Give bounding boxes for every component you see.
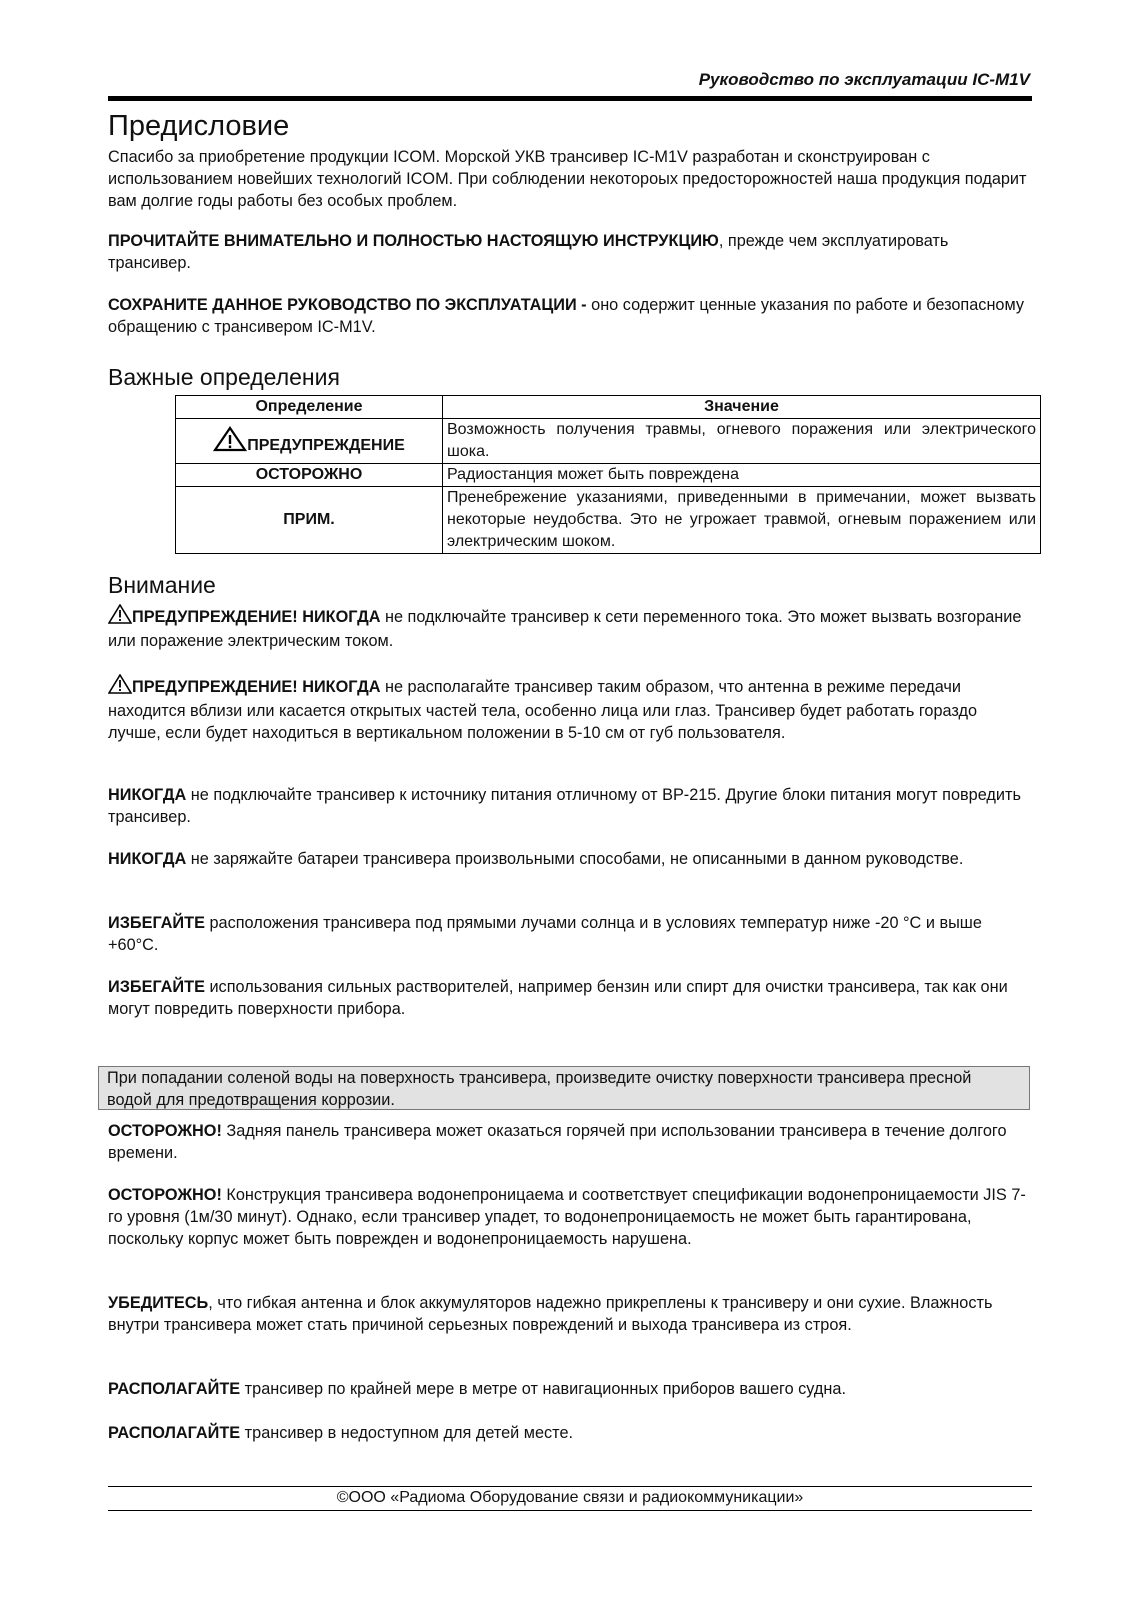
attention-item	[108, 1422, 1028, 1444]
attention-item-text: использования сильных растворителей, например бензин или спирт для очистки трансивера, так как они могут повредить поверхности прибора.	[108, 978, 1008, 1018]
preface-heading: Предисловие	[108, 110, 290, 142]
preface-intro: Спасибо за приобретение продукции ICOM. Морской УКВ трансивер IC-M1V разработан и сконструирован с использованием новейших технологий ICOM. При соблюдении некотороых предосторожностей наша продукция подарит вам долгие годы работы без особых проблем.	[108, 148, 1027, 210]
notice-text: При попадании соленой воды на поверхность трансивера, произведите очистку поверхности трансивера пресной водой для предотвращения коррозии.	[107, 1069, 972, 1109]
attention-item	[108, 1378, 1028, 1400]
attention-item-text: , что гибкая антенна и блок аккумуляторов надежно прикреплены к трансиверу и они сухие. Влажность внутри трансивера может стать причиной серьезных повреждений и выхода трансивера из строя.	[108, 1294, 993, 1334]
save-manual-text: оно содержит ценные указания по работе и безопасному обращению с трансивером IC-M1V.	[108, 296, 1025, 336]
attention-item-text: расположения трансивера под прямыми лучами солнца и в условиях температур ниже -20 °C и выше +60°C.	[108, 914, 982, 954]
attention-item-text: Конструкция трансивера водонепроницаема и соответствует спецификации водонепроницаемости JIS 7-го уровня (1м/30 минут). Однако, если трансивер упадет, то водонепроницаемость не может быть гарантирована, поскольку корпус может быть поврежден и водонепроницаемость нарушена.	[108, 1186, 1026, 1248]
header-rule	[108, 96, 1032, 101]
attention-item	[108, 674, 1028, 744]
term-label: ПРЕДУПРЕЖДЕНИЕ	[247, 436, 405, 454]
table-row	[176, 487, 1041, 554]
save-manual-paragraph	[108, 294, 1028, 338]
table-header-row	[176, 396, 1041, 419]
definitions-heading: Важные определения	[108, 364, 340, 390]
attention-item-bold: ПРЕДУПРЕЖДЕНИЕ! НИКОГДА	[132, 608, 381, 626]
attention-item-bold: ОСТОРОЖНО!	[108, 1122, 222, 1140]
meaning-cell: Пренебрежение указаниями, приведенными в примечании, может вызвать некоторые неудобства. Это не угрожает травмой, огневым поражением или электрическим шоком.	[443, 487, 1041, 554]
attention-heading: Внимание	[108, 572, 216, 598]
attention-item	[108, 1184, 1028, 1250]
attention-item-text: трансивер по крайней мере в метре от навигационных приборов вашего судна.	[240, 1380, 846, 1398]
read-instructions-text: , прежде чем эксплуатировать трансивер.	[108, 232, 949, 272]
term-cell: ОСТОРОЖНО	[176, 464, 443, 487]
attention-item	[108, 604, 1028, 652]
attention-item-bold: ОСТОРОЖНО!	[108, 1186, 222, 1204]
attention-item-text: не подключайте трансивер к сети переменного тока. Это может вызвать возгорание или поражение электрическим током.	[108, 608, 1022, 650]
column-header-meaning: Значение	[443, 396, 1041, 419]
table-row	[176, 464, 1041, 487]
meaning-cell: Радиостанция может быть повреждена	[443, 464, 1041, 487]
running-header: Руководство по эксплуатации IC-M1V	[698, 70, 1030, 89]
attention-item-bold: РАСПОЛАГАЙТЕ	[108, 1424, 241, 1442]
term-cell: ПРИМ.	[176, 487, 443, 554]
column-header-term: Определение	[176, 396, 443, 419]
attention-item-text: Задняя панель трансивера может оказаться горячей при использовании трансивера в течение долгого времени.	[108, 1122, 1007, 1162]
read-instructions-bold: ПРОЧИТАЙТЕ ВНИМАТЕЛЬНО И ПОЛНОСТЬЮ НАСТОЯЩУЮ ИНСТРУКЦИЮ	[108, 232, 719, 250]
attention-item-text: трансивер в недоступном для детей месте.	[240, 1424, 574, 1442]
attention-item-bold: РАСПОЛАГАЙТЕ	[108, 1380, 241, 1398]
footer-rule-top	[108, 1486, 1032, 1487]
warning-triangle-icon	[108, 674, 132, 700]
term-cell	[176, 419, 443, 464]
attention-item	[108, 1292, 1028, 1336]
warning-triangle-icon	[213, 426, 247, 459]
meaning-cell: Возможность получения травмы, огневого поражения или электрического шока.	[443, 419, 1041, 464]
attention-item-bold: НИКОГДА	[108, 786, 187, 804]
footer-copyright: ©ООО «Радиома Оборудование связи и радиокоммуникации»	[336, 1489, 804, 1506]
attention-item	[108, 976, 1028, 1020]
attention-item-text: не располагайте трансивер таким образом, что антенна в режиме передачи находится вблизи или касается открытых частей тела, особенно лица или глаз. Трансивер будет работать гораздо лучше, если будет находиться в вертикальном положении в 5-10 см от губ пользователя.	[108, 678, 978, 742]
footer-rule-bottom	[108, 1510, 1032, 1511]
attention-item	[108, 848, 1028, 870]
attention-item	[108, 784, 1028, 828]
attention-item-bold: ПРЕДУПРЕЖДЕНИЕ! НИКОГДА	[132, 678, 381, 696]
save-manual-bold: СОХРАНИТЕ ДАННОЕ РУКОВОДСТВО ПО ЭКСПЛУАТАЦИИ -	[108, 296, 592, 314]
attention-item-bold: ИЗБЕГАЙТЕ	[108, 914, 205, 932]
table-row	[176, 419, 1041, 464]
attention-item	[108, 1120, 1028, 1164]
attention-item-text: не подключайте трансивер к источнику питания отличному от BP-215. Другие блоки питания могут повредить трансивер.	[108, 786, 1021, 826]
warning-triangle-icon	[108, 604, 132, 630]
definitions-table	[175, 395, 1041, 554]
notice-box	[98, 1066, 1030, 1110]
read-instructions-paragraph	[108, 230, 1028, 274]
attention-item-text: не заряжайте батареи трансивера произвольными способами, не описанными в данном руководстве.	[186, 850, 964, 868]
attention-item-bold: УБЕДИТЕСЬ	[108, 1294, 209, 1312]
attention-item-bold: НИКОГДА	[108, 850, 187, 868]
attention-item	[108, 912, 1028, 956]
attention-item-bold: ИЗБЕГАЙТЕ	[108, 978, 205, 996]
